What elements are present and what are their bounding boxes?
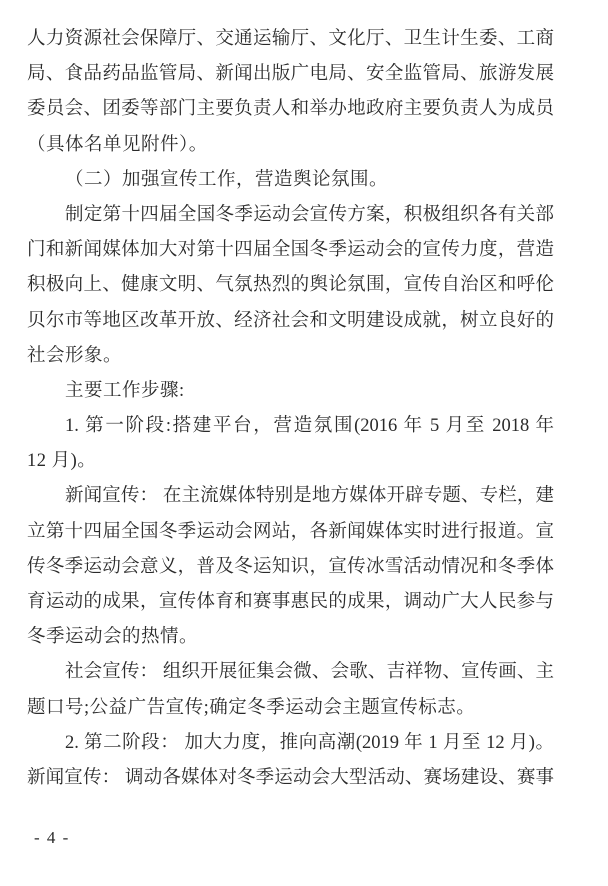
- text-line: 新闻宣传： 调动各媒体对冬季运动会大型活动、赛场建设、赛事: [27, 767, 554, 788]
- page-number: - 4 -: [34, 828, 70, 847]
- text-line: 育运动的成果，宣传体育和赛事惠民的成果，调动广大人民参与: [27, 592, 554, 612]
- document-page: [27, 22, 554, 796]
- text-line: 积极向上、健康文明、气氛热烈的舆论氛围，宣传自治区和呼伦: [27, 275, 554, 296]
- text-line: 立第十四届全国冬季运动会网站，各新闻媒体实时进行报道。宣: [27, 521, 554, 542]
- text-line: 新闻宣传： 在主流媒体特别是地方媒体开辟专题、专栏，建: [65, 486, 554, 507]
- text-line: 12 月)。: [27, 451, 97, 472]
- text-line: 制定第十四届全国冬季运动会宣传方案，积极组织各有关部: [65, 204, 554, 225]
- text-line: 人力资源社会保障厅、交通运输厅、文化厅、卫生计生委、工商: [27, 29, 554, 49]
- text-line: 1. 第一阶段:搭建平台，营造氛围(2016 年 5 月至 2018 年: [65, 416, 554, 437]
- text-line: 门和新闻媒体加大对第十四届全国冬季运动会的宣传力度，营造: [27, 240, 554, 261]
- text-line: 冬季运动会的热情。: [27, 627, 199, 648]
- text-line: 题口号;公益广告宣传;确定冬季运动会主题宣传标志。: [27, 697, 476, 718]
- text-line: 社会宣传： 组织开展征集会微、会歌、吉祥物、宣传画、主: [65, 662, 554, 683]
- section-heading: （二）加强宣传工作，营造舆论氛围。: [65, 169, 389, 190]
- text-line: 传冬季运动会意义，普及冬运知识，宣传冰雪活动情况和冬季体: [27, 556, 554, 577]
- text-line: 社会形象。: [27, 345, 123, 366]
- text-line: 2. 第二阶段： 加大力度，推向高潮(2019 年 1 月至 12 月)。: [65, 732, 554, 753]
- text-line: 贝尔市等地区改革开放、经济社会和文明建设成就，树立良好的: [27, 310, 554, 331]
- text-line: 委员会、团委等部门主要负责人和举办地政府主要负责人为成员: [27, 99, 554, 120]
- text-line: 主要工作步骤:: [65, 380, 185, 401]
- text-line: 局、食品药品监管局、新闻出版广电局、安全监管局、旅游发展: [27, 64, 554, 85]
- text-line: （具体名单见附件）。: [27, 134, 208, 155]
